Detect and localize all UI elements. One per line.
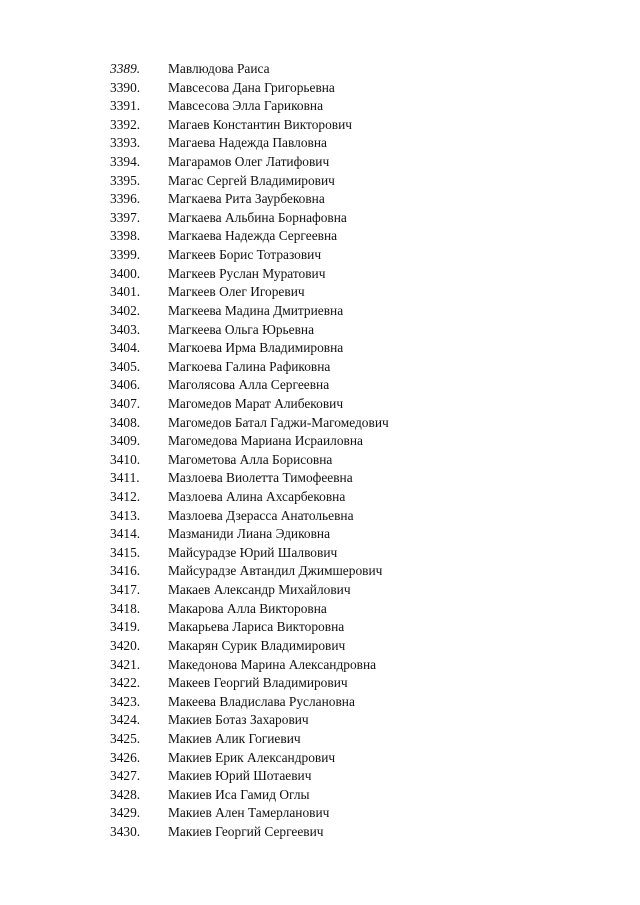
entry-number: 3417. (110, 582, 141, 598)
entry-name: Магкоева Галина Рафиковна (168, 358, 331, 374)
list-item (0, 339, 640, 358)
list-item (0, 525, 640, 544)
entry-number: 3404. (110, 340, 141, 356)
entry-name: Макиев Иса Гамид Оглы (168, 786, 310, 802)
entry-name: Макарьева Лариса Викторовна (168, 619, 345, 635)
entry-number: 3413. (110, 507, 141, 523)
entry-name: Магарамов Олег Латифович (168, 154, 330, 170)
entry-number: 3401. (110, 284, 141, 300)
entry-number: 3408. (110, 414, 141, 430)
entry-name: Мазлоева Алина Ахсарбековна (168, 489, 346, 505)
entry-name: Магас Сергей Владимирович (168, 172, 335, 188)
list-item (0, 562, 640, 581)
entry-number: 3407. (110, 395, 141, 411)
list-item (0, 786, 640, 805)
entry-number: 3424. (110, 712, 141, 728)
list-item (0, 432, 640, 451)
list-item (0, 395, 640, 414)
entry-name: Магомедова Мариана Исраиловна (168, 433, 363, 449)
list-item (0, 618, 640, 637)
entry-name: Макиев Ерик Александрович (168, 749, 336, 765)
list-item (0, 544, 640, 563)
entry-name: Магаева Надежда Павловна (168, 135, 327, 151)
entry-number: 3427. (110, 768, 141, 784)
entry-name: Макарова Алла Викторовна (168, 600, 327, 616)
entry-name: Макеева Владислава Руслановна (168, 693, 355, 709)
list-item (0, 97, 640, 116)
entry-name: Мазманиди Лиана Эдиковна (168, 526, 331, 542)
entry-number: 3429. (110, 805, 141, 821)
entry-name: Макаев Александр Михайлович (168, 582, 351, 598)
entry-number: 3391. (110, 98, 141, 114)
entry-number: 3420. (110, 637, 141, 653)
entry-number: 3396. (110, 191, 141, 207)
list-item (0, 190, 640, 209)
list-item (0, 469, 640, 488)
entry-number: 3403. (110, 321, 141, 337)
list-item (0, 414, 640, 433)
list-item (0, 581, 640, 600)
entry-number: 3397. (110, 209, 141, 225)
entry-name: Мавсесова Элла Гариковна (168, 98, 324, 114)
entry-name: Макиев Алик Гогиевич (168, 730, 301, 746)
entry-name: Магомедов Батал Гаджи-Магомедович (168, 414, 389, 430)
entry-name: Магкеев Руслан Муратович (168, 265, 326, 281)
entry-name: Макиев Ален Тамерланович (168, 805, 330, 821)
list-item (0, 302, 640, 321)
entry-number: 3419. (110, 619, 141, 635)
list-item (0, 153, 640, 172)
entry-number: 3402. (110, 302, 141, 318)
entry-name: Мазлоева Дзерасса Анатольевна (168, 507, 354, 523)
list-item (0, 823, 640, 842)
list-item (0, 693, 640, 712)
entry-name: Майсурадзе Юрий Шалвович (168, 544, 338, 560)
entry-name: Магкеева Ольга Юрьевна (168, 321, 315, 337)
entry-number: 3406. (110, 377, 141, 393)
list-item (0, 656, 640, 675)
entry-number: 3418. (110, 600, 141, 616)
entry-name: Макиев Ботаз Захарович (168, 712, 309, 728)
entry-name: Макиев Юрий Шотаевич (168, 768, 312, 784)
entry-number: 3395. (110, 172, 141, 188)
list-item (0, 358, 640, 377)
list-item (0, 488, 640, 507)
entry-name: Магкаева Рита Заурбековна (168, 191, 325, 207)
list-item (0, 60, 640, 79)
entry-name: Магометова Алла Борисовна (168, 451, 333, 467)
entry-number: 3409. (110, 433, 141, 449)
entry-name: Макеев Георгий Владимирович (168, 675, 348, 691)
entry-number: 3390. (110, 79, 141, 95)
entry-number: 3425. (110, 730, 141, 746)
entry-name: Майсурадзе Автандил Джимшерович (168, 563, 383, 579)
entry-name: Магомедов Марат Алибекович (168, 395, 344, 411)
entry-name: Макарян Сурик Владимирович (168, 637, 346, 653)
entry-number: 3426. (110, 749, 141, 765)
entry-number: 3389. (110, 61, 141, 76)
entry-number: 3415. (110, 544, 141, 560)
list-item (0, 246, 640, 265)
list-item (0, 674, 640, 693)
entry-number: 3423. (110, 693, 141, 709)
entry-name: Маголясова Алла Сергеевна (168, 377, 330, 393)
entry-number: 3421. (110, 656, 141, 672)
entry-number: 3398. (110, 228, 141, 244)
entry-number: 3414. (110, 526, 141, 542)
list-item (0, 730, 640, 749)
entry-name: Магкаева Альбина Борнафовна (168, 209, 347, 225)
list-item (0, 711, 640, 730)
entry-name: Мавсесова Дана Григорьевна (168, 79, 335, 95)
list-item (0, 767, 640, 786)
list-item (0, 116, 640, 135)
entry-name: Магкеева Мадина Дмитриевна (168, 302, 344, 318)
entry-name: Макиев Георгий Сергеевич (168, 823, 324, 839)
entry-number: 3428. (110, 786, 141, 802)
entry-name: Мазлоева Виолетта Тимофеевна (168, 470, 353, 486)
entry-number: 3422. (110, 675, 141, 691)
entry-number: 3393. (110, 135, 141, 151)
entry-number: 3412. (110, 489, 141, 505)
list-item (0, 451, 640, 470)
entry-number: 3410. (110, 451, 141, 467)
list-item (0, 600, 640, 619)
entry-number: 3405. (110, 358, 141, 374)
list-item (0, 265, 640, 284)
list-item (0, 227, 640, 246)
list-item (0, 79, 640, 98)
entry-number: 3430. (110, 823, 141, 839)
entry-name: Магкоева Ирма Владимировна (168, 340, 344, 356)
list-item (0, 134, 640, 153)
name-list (0, 60, 640, 842)
list-item (0, 507, 640, 526)
list-item (0, 749, 640, 768)
entry-number: 3394. (110, 154, 141, 170)
entry-name: Магаев Константин Викторович (168, 116, 353, 132)
list-item (0, 209, 640, 228)
list-item (0, 637, 640, 656)
list-item (0, 376, 640, 395)
entry-name: Мавлюдова Раиса (168, 61, 270, 76)
entry-number: 3411. (110, 470, 140, 486)
entry-name: Магкеев Олег Игоревич (168, 284, 305, 300)
list-item (0, 321, 640, 340)
list-item (0, 804, 640, 823)
entry-number: 3392. (110, 116, 141, 132)
entry-name: Магкаева Надежда Сергеевна (168, 228, 338, 244)
list-item (0, 172, 640, 191)
list-item (0, 283, 640, 302)
entry-name: Македонова Марина Александровна (168, 656, 377, 672)
entry-number: 3416. (110, 563, 141, 579)
entry-name: Магкеев Борис Тотразович (168, 247, 322, 263)
entry-number: 3400. (110, 265, 141, 281)
entry-number: 3399. (110, 247, 141, 263)
